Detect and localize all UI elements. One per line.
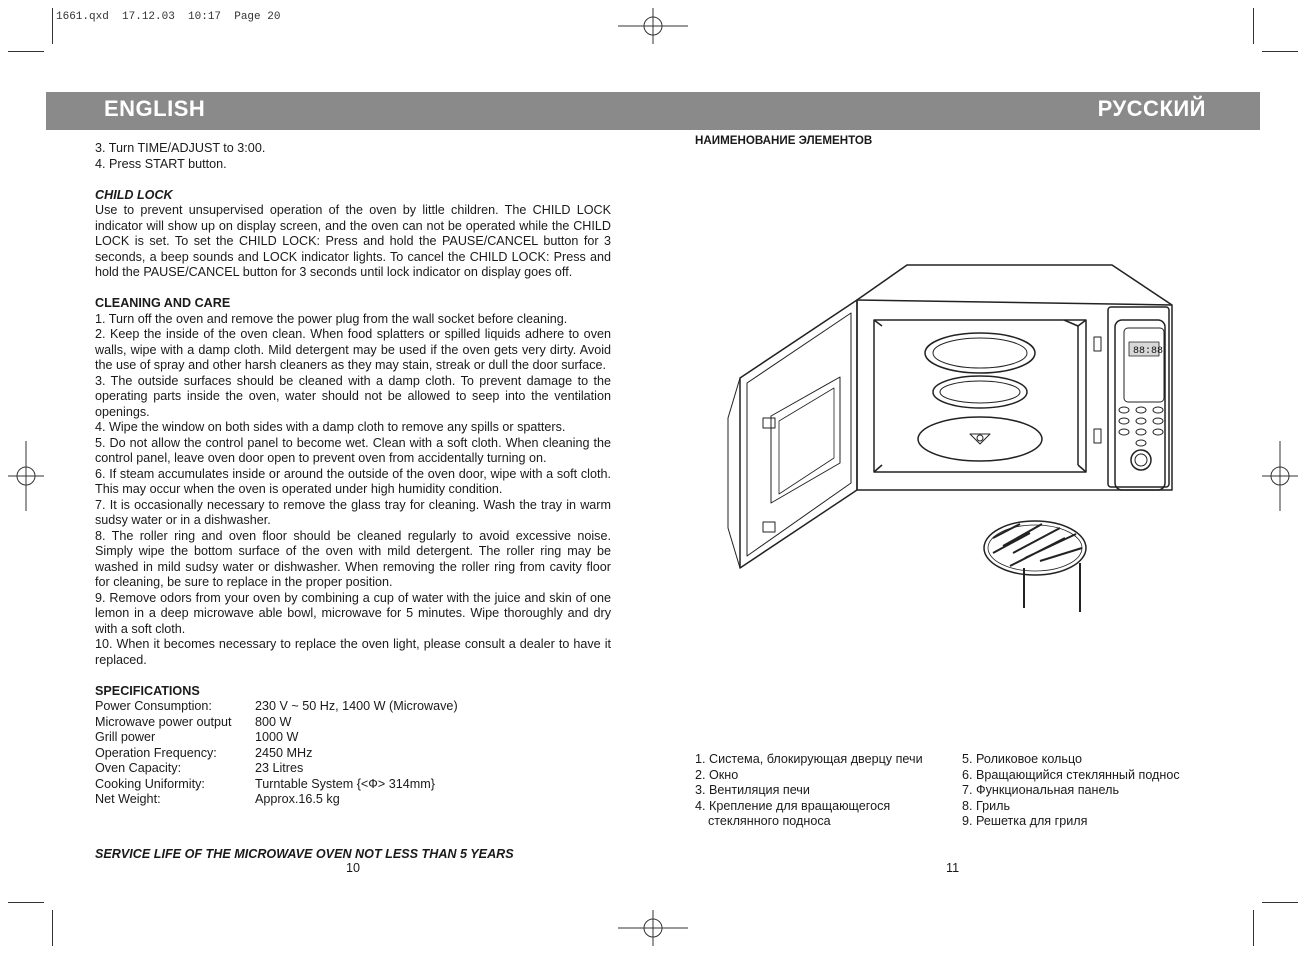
grill-rack bbox=[984, 521, 1086, 575]
oven-body bbox=[857, 265, 1172, 490]
spec-value: 1000 W bbox=[255, 730, 299, 744]
spec-value: 230 V ~ 50 Hz, 1400 W (Microwave) bbox=[255, 699, 458, 713]
registration-mark-top bbox=[618, 8, 688, 44]
part-item: 5. Роликовое кольцо bbox=[962, 752, 1083, 766]
header-english: ENGLISH bbox=[104, 96, 206, 121]
cleaning-item: 8. The roller ring and oven floor should be cleaned regularly to avoid excessive noise. Simply wipe the bottom surface of the oven with mild detergent. The roller ring may be washed in mild sudsy water or dishwasher. When removing the roller ring from cavity floor for cleaning, be sure to replace in the proper position. bbox=[95, 528, 611, 589]
child-lock-heading: CHILD LOCK bbox=[95, 187, 173, 202]
control-dial bbox=[1131, 450, 1151, 470]
spec-label: Operation Frequency: bbox=[95, 745, 217, 760]
crop-mark bbox=[52, 910, 53, 946]
page-number-left: 10 bbox=[346, 861, 361, 875]
spec-row bbox=[95, 761, 611, 777]
spec-table bbox=[95, 699, 611, 808]
part-item: 6. Вращающийся стеклянный поднос bbox=[962, 767, 1180, 782]
cleaning-item: 6. If steam accumulates inside or around the outside of the oven door, wipe with a soft cloth. This may occur when the oven is operated under high humidity condition. bbox=[95, 466, 611, 496]
part-item: 1. Система, блокирующая дверцу печи bbox=[695, 752, 923, 766]
spec-row bbox=[95, 715, 611, 731]
cleaning-item: 9. Remove odors from your oven by combining a cup of water with the juice and skin of one lemon in a deep microwave able bowl, microwave for 5 minutes. Wipe thoroughly and dry with a soft cloth. bbox=[95, 590, 611, 636]
spec-row bbox=[95, 699, 611, 715]
spec-label: Microwave power output bbox=[95, 714, 232, 729]
parts-list-column-1 bbox=[695, 752, 923, 830]
crop-mark bbox=[1253, 8, 1254, 44]
parts-title: НАИМЕНОВАНИЕ ЭЛЕМЕНТОВ bbox=[695, 134, 873, 147]
microwave-illustration bbox=[720, 258, 1180, 618]
part-item: 9. Решетка для гриля bbox=[962, 814, 1088, 829]
spec-value: Approx.16.5 kg bbox=[255, 792, 340, 806]
part-item: 4. Крепление для вращающегося bbox=[695, 798, 891, 813]
cleaning-item: 1. Turn off the oven and remove the power plug from the wall socket before cleaning. bbox=[95, 311, 568, 326]
spec-row bbox=[95, 792, 611, 808]
intro-step: 4. Press START button. bbox=[95, 156, 227, 171]
specifications-heading: SPECIFICATIONS bbox=[95, 683, 200, 698]
part-item: 3. Вентиляция печи bbox=[695, 783, 810, 798]
part-item: стеклянного подноса bbox=[708, 814, 831, 829]
spec-label: Oven Capacity: bbox=[95, 761, 182, 775]
spec-value: 2450 MHz bbox=[255, 745, 313, 760]
crop-mark bbox=[8, 902, 44, 903]
cleaning-item: 5. Do not allow the control panel to become wet. Clean with a soft cloth. When cleaning the control panel, leave oven door open to prevent oven from accidentally turning on. bbox=[95, 435, 611, 465]
spec-value: 800 W bbox=[255, 714, 292, 729]
registration-mark-right bbox=[1262, 441, 1298, 511]
crop-mark bbox=[52, 8, 53, 44]
page-number-right: 11 bbox=[946, 861, 960, 875]
spec-row bbox=[95, 777, 611, 793]
crop-mark bbox=[1262, 902, 1298, 903]
cleaning-item: 4. Wipe the window on both sides with a damp cloth to remove any spills or spatters. bbox=[95, 420, 566, 434]
part-item: 8. Гриль bbox=[962, 798, 1011, 813]
spec-label: Net Weight: bbox=[95, 792, 161, 806]
spec-row bbox=[95, 730, 611, 746]
intro-step: 3. Turn TIME/ADJUST to 3:00. bbox=[95, 141, 266, 155]
spec-label: Power Consumption: bbox=[95, 699, 212, 713]
registration-mark-left bbox=[8, 441, 44, 511]
display-window bbox=[1124, 328, 1164, 402]
cleaning-heading: CLEANING AND CARE bbox=[95, 296, 231, 310]
header-russian: РУССКИЙ bbox=[1097, 96, 1206, 121]
control-panel bbox=[1108, 307, 1169, 487]
crop-mark bbox=[8, 51, 44, 52]
english-column bbox=[95, 141, 611, 808]
child-lock-text: Use to prevent unsupervised operation of the oven by little children. The CHILD LOCK indicator will show up on display screen, and the oven can not be operated while the CHILD LOCK is set. To set the CHILD LOCK: Press and hold the PAUSE/CANCEL button for 3 seconds, a beep sounds and LOCK indicator lights. To cancel the CHILD LOCK: Press and hold the PAUSE/CANCEL button for 3 seconds until lock indicator on display goes off. bbox=[95, 203, 611, 279]
cleaning-item: 7. It is occasionally necessary to remove the glass tray for cleaning. Wash the tray in warm sudsy water or in a dishwasher. bbox=[95, 497, 611, 527]
registration-mark-bottom bbox=[618, 910, 688, 946]
cleaning-item: 10. When it becomes necessary to replace the oven light, please consult a dealer to have it replaced. bbox=[95, 637, 611, 667]
language-header-bar bbox=[46, 92, 1260, 130]
part-item: 2. Окно bbox=[695, 767, 739, 782]
oven-floor bbox=[918, 417, 1042, 461]
cleaning-item: 3. The outside surfaces should be cleaned with a damp cloth. To prevent damage to the operating parts inside the oven, water should not be allowed to seep into the ventilation openings. bbox=[95, 373, 611, 419]
spec-value: Turntable System {<Ф> 314mm} bbox=[255, 776, 435, 791]
part-item: 7. Функциональная панель bbox=[962, 783, 1120, 798]
oven-cavity bbox=[874, 320, 1086, 472]
cleaning-item: 2. Keep the inside of the oven clean. When food splatters or spilled liquids adhere to oven walls, wipe with a damp cloth. Mild detergent may be used if the oven gets very dirty. Avoid the use of spray and other harsh cleaners as they may stain, streak or dull the door surface. bbox=[95, 327, 611, 372]
spec-label: Cooking Uniformity: bbox=[95, 776, 205, 791]
spec-label: Grill power bbox=[95, 730, 156, 744]
spec-row bbox=[95, 746, 611, 762]
crop-mark bbox=[1262, 51, 1298, 52]
service-life-note: SERVICE LIFE OF THE MICROWAVE OVEN NOT LESS THAN 5 YEARS bbox=[95, 847, 514, 861]
print-slug: 1661.qxd 17.12.03 10:17 Page 20 bbox=[56, 11, 281, 23]
parts-list-column-2 bbox=[962, 752, 1180, 830]
glass-tray bbox=[925, 333, 1035, 373]
display-readout: 88:88 bbox=[1133, 346, 1164, 357]
oven-door bbox=[740, 300, 857, 568]
crop-mark bbox=[1253, 910, 1254, 946]
spec-value: 23 Litres bbox=[255, 761, 304, 775]
